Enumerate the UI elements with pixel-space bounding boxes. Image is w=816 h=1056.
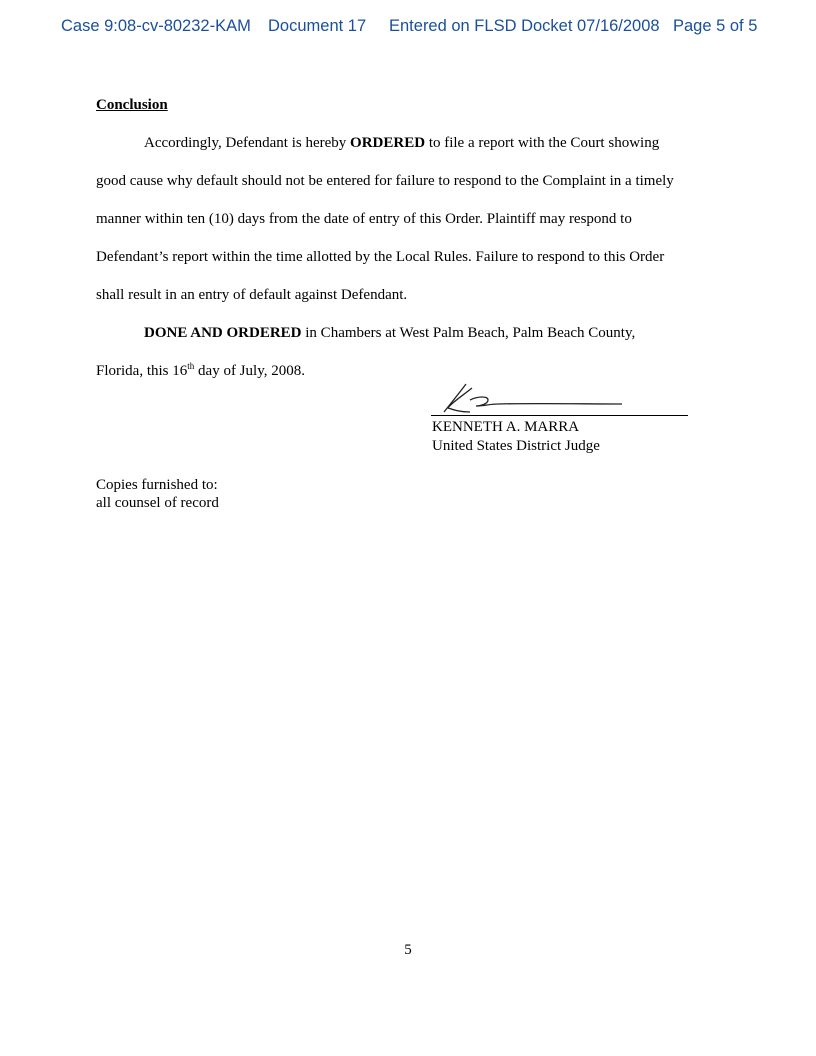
paragraph2-line1 — [144, 325, 635, 342]
date-pre: Florida, this 16 — [96, 363, 188, 379]
page-count: Page 5 of 5 — [673, 17, 758, 35]
paragraph1-line1 — [144, 135, 659, 152]
document-number: Document 17 — [268, 17, 367, 35]
paragraph2-line2 — [96, 363, 305, 380]
paragraph1-line4: Defendant’s report within the time allotted by the Local Rules. Failure to respond to this Order — [96, 249, 665, 265]
ordered-bold: ORDERED — [350, 135, 426, 151]
copies-furnished-label: Copies furnished to: — [96, 477, 218, 493]
signature-line — [431, 415, 688, 416]
done-and-ordered-bold: DONE AND ORDERED — [144, 325, 302, 341]
judge-name: KENNETH A. MARRA — [432, 419, 580, 435]
paragraph1-line3: manner within ten (10) days from the date of entry of this Order. Plaintiff may respond to — [96, 211, 632, 227]
date-post: day of July, 2008. — [194, 363, 305, 379]
copies-recipients: all counsel of record — [96, 495, 219, 511]
paragraph1-line1-post: to file a report with the Court showing — [425, 135, 660, 151]
docket-header — [0, 17, 816, 39]
paragraph1-line5: shall result in an entry of default against Defendant. — [96, 287, 408, 303]
judge-signature — [436, 382, 636, 418]
paragraph2-line1-post: in Chambers at West Palm Beach, Palm Beach County, — [301, 325, 636, 341]
paragraph1-line1-pre: Accordingly, Defendant is hereby — [144, 135, 351, 151]
section-heading: Conclusion — [96, 97, 168, 113]
date-ordinal-suffix: th — [187, 361, 195, 371]
case-number: Case 9:08-cv-80232-KAM — [61, 17, 251, 35]
judge-title: United States District Judge — [432, 438, 600, 454]
paragraph1-line2: good cause why default should not be entered for failure to respond to the Complaint in a timely — [96, 173, 674, 189]
docket-entry-date: Entered on FLSD Docket 07/16/2008 — [389, 17, 660, 35]
page-number: 5 — [404, 942, 412, 958]
